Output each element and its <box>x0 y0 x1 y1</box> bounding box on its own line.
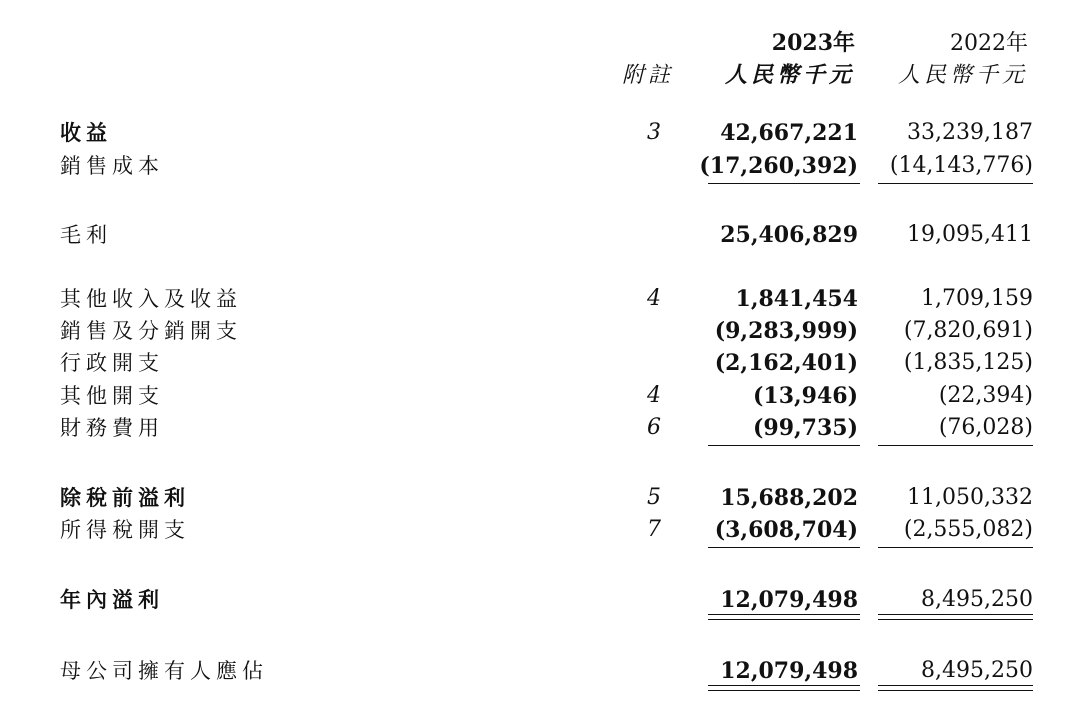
row-label: 財務費用 <box>60 416 164 440</box>
total-double-rule-2022 <box>878 614 1033 620</box>
row-value-2022: (2,555,082) <box>903 517 1033 542</box>
subtotal-rule-2023 <box>708 547 860 548</box>
row-label: 行政開支 <box>60 351 164 375</box>
table-row <box>0 413 1080 443</box>
column-header-2023-currency: 人民幣千元 <box>724 62 855 88</box>
row-value-2022: (22,394) <box>938 383 1033 408</box>
row-value-2023: 15,688,202 <box>720 485 858 511</box>
row-value-2022: 8,495,250 <box>921 587 1033 612</box>
row-value-2022: 1,709,159 <box>921 286 1033 311</box>
row-value-2023: (99,735) <box>752 415 858 441</box>
row-note: 3 <box>647 120 661 145</box>
row-label: 其他開支 <box>60 384 164 408</box>
row-value-2022: (1,835,125) <box>903 350 1033 375</box>
row-value-2023: (9,283,999) <box>714 318 858 344</box>
column-header-2022-year: 2022年 <box>950 31 1028 56</box>
row-label: 除稅前溢利 <box>60 486 190 510</box>
row-label: 銷售成本 <box>60 154 164 178</box>
row-note: 7 <box>647 517 661 542</box>
column-header-note: 附註 <box>622 63 675 88</box>
column-header-2022-currency: 人民幣千元 <box>897 63 1028 88</box>
row-label: 年內溢利 <box>60 588 164 612</box>
row-note: 4 <box>647 286 661 311</box>
row-value-2023: (3,608,704) <box>714 517 858 543</box>
row-value-2023: 42,667,221 <box>720 120 858 146</box>
row-value-2022: 8,495,250 <box>921 658 1033 683</box>
subtotal-rule-2023 <box>708 445 860 446</box>
table-row <box>0 151 1080 181</box>
table-row <box>0 515 1080 545</box>
row-value-2022: 11,050,332 <box>907 485 1033 510</box>
table-row <box>0 220 1080 250</box>
subtotal-rule-2023 <box>708 183 860 184</box>
total-double-rule-2023 <box>708 685 860 691</box>
row-label: 銷售及分銷開支 <box>60 319 242 343</box>
table-row <box>0 656 1080 686</box>
row-note: 4 <box>647 383 661 408</box>
table-row <box>0 585 1080 615</box>
row-value-2023: 12,079,498 <box>720 587 858 613</box>
row-label: 其他收入及收益 <box>60 287 242 311</box>
row-note: 5 <box>647 485 661 510</box>
row-label: 所得稅開支 <box>60 518 190 542</box>
row-value-2023: (13,946) <box>752 383 858 409</box>
subtotal-rule-2022 <box>878 445 1033 446</box>
subtotal-rule-2022 <box>878 547 1033 548</box>
row-value-2022: 33,239,187 <box>907 120 1033 145</box>
row-value-2022: (7,820,691) <box>903 318 1033 343</box>
table-row <box>0 483 1080 513</box>
total-double-rule-2022 <box>878 685 1033 691</box>
subtotal-rule-2022 <box>878 183 1033 184</box>
table-row <box>0 348 1080 378</box>
table-row <box>0 381 1080 411</box>
row-label: 毛利 <box>60 223 112 247</box>
row-value-2023: (17,260,392) <box>699 153 858 179</box>
row-value-2023: (2,162,401) <box>714 350 858 376</box>
row-value-2023: 1,841,454 <box>735 286 858 312</box>
row-value-2022: 19,095,411 <box>907 222 1033 247</box>
column-header-2023-year: 2023年 <box>771 30 855 56</box>
table-row <box>0 284 1080 314</box>
row-label: 收益 <box>60 121 112 145</box>
row-value-2022: (76,028) <box>938 415 1033 440</box>
row-value-2023: 25,406,829 <box>720 222 858 248</box>
table-row <box>0 118 1080 148</box>
total-double-rule-2023 <box>708 614 860 620</box>
row-label: 母公司擁有人應佔 <box>60 659 268 683</box>
row-value-2022: (14,143,776) <box>889 153 1033 178</box>
row-value-2023: 12,079,498 <box>720 658 858 684</box>
row-note: 6 <box>647 415 661 440</box>
table-row <box>0 316 1080 346</box>
